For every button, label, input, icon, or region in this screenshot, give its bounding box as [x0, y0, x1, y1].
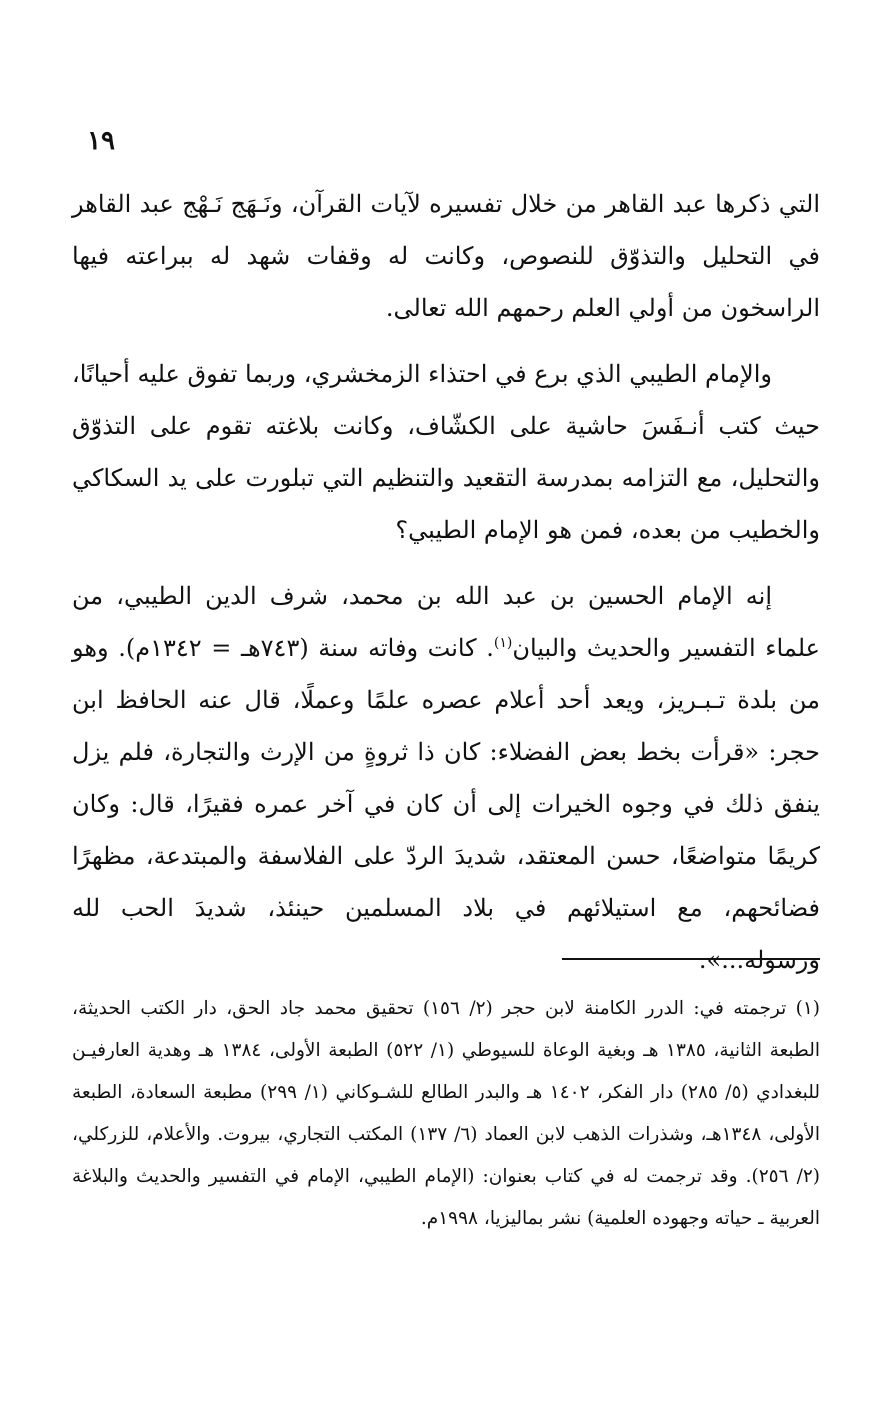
paragraph-3 — [72, 570, 820, 986]
footnote-text: ترجمته في: الدرر الكامنة لابن حجر (٢/ ١٥٦) تحقيق محمد جاد الحق، دار الكتب الحديثة، الطبعة الثانية، ١٣٨٥ هـ وبغية الوعاة للسيوطي (١/ ٥٢٢) الطبعة الأولى، ١٣٨٤ هـ وهدية العارفيـن للبغدادي (٥/ ٢٨٥) دار الفكر، ١٤٠٢ هـ والبدر الطالع للشـوكاني (١/ ٢٩٩) مطبعة السعادة، الطبعة الأولى، ١٣٤٨هـ، وشذرات الذهب لابن العماد (٦/ ١٣٧) المكتب التجاري، بيروت. والأعلام، للزركلي، (٢/ ٢٥٦). وقد ترجمت له في كتاب بعنوان: (الإمام الطيبي، الإمام في التفسير والحديث والبلاغة العربية ـ حياته وجهوده العلمية) نشر بماليزيا، ١٩٩٨م. — [72, 998, 821, 1229]
footnote-divider — [562, 958, 820, 960]
paragraph-2: والإمام الطيبي الذي برع في احتذاء الزمخشري، وربما تفوق عليه أحيانًا، حيث كتب أنـفَسَ حاشية على الكشّاف، وكانت بلاغته تقوم على التذوّق والتحليل، مع التزامه بمدرسة التقعيد والتنظيم التي تبلورت على يد السكاكي والخطيب من بعده، فمن هو الإمام الطيبي؟ — [72, 360, 820, 544]
footnote-number: (١) — [795, 998, 821, 1019]
footnote-reference[interactable]: (١) — [493, 635, 513, 651]
paragraph-3-part-b: . كانت وفاته سنة (٧٤٣هـ = ١٣٤٢م). وهو من بلدة تـبـريز، ويعد أحد أعلام عصره علمًا وعملًا، قال عنه الحافظ ابن حجر: «قرأت بخط بعض الفضلاء: كان ذا ثروةٍ من الإرث والتجارة، فلم يزل ينفق ذلك في وجوه الخيرات إلى أن كان في آخر عمره فقيرًا، قال: وكان كريمًا متواضعًا، حسن المعتقد، شديدَ الردّ على الفلاسفة والمبتدعة، مظهرًا فضائحهم، مع استيلائهم في بلاد المسلمين حينئذ، شديدَ الحب لله ورسوله...». — [72, 634, 821, 974]
paragraph-3-part-a: إنه الإمام الحسين بن عبد الله بن محمد، شرف الدين الطيبي، من علماء التفسير والحديث والبيان — [72, 582, 820, 662]
main-text — [72, 178, 820, 986]
paragraph-1: التي ذكرها عبد القاهر من خلال تفسيره لآيات القرآن، ونَـهَج نَـهْج عبد القاهر في التحليل والتذوّق للنصوص، وكانت له وقفات شهد له ببراعته فيها الراسخون من أولي العلم رحمهم الله تعالى. — [72, 190, 820, 322]
footnote — [72, 988, 820, 1240]
page-number: ١٩ — [87, 126, 115, 156]
